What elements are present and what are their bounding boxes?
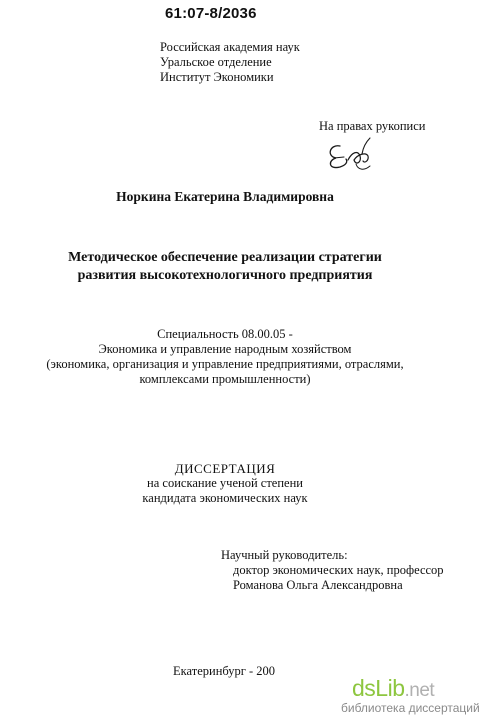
author-name: Норкина Екатерина Владимировна (116, 189, 334, 204)
institution-line: Уральское отделение (160, 55, 272, 69)
degree-line: на соискание ученой степени (147, 476, 303, 490)
advisor-label: Научный руководитель: (221, 548, 348, 562)
institution-line: Российская академия наук (160, 40, 300, 54)
title-line: Методическое обеспечение реализации стратегии (68, 250, 382, 265)
watermark-brand-net: .net (404, 680, 435, 701)
watermark-brand-lib: Lib (375, 675, 405, 701)
advisor-degree: доктор экономических наук, профессор (233, 563, 444, 577)
scientific-advisor-block (221, 548, 444, 593)
specialty-block (0, 327, 450, 387)
institution-block (160, 40, 300, 85)
specialty-line: (экономика, организация и управление предприятиями, отраслями, (46, 357, 404, 371)
title-line: развития высокотехнологичного предприятия (77, 268, 373, 283)
institution-line: Институт Экономики (160, 70, 274, 84)
manuscript-rights-note: На правах рукописи (319, 119, 426, 133)
specialty-line: Специальность 08.00.05 - (157, 327, 293, 341)
city-year: Екатеринбург - 200 (173, 664, 276, 678)
dissertation-title (0, 249, 450, 285)
specialty-line: Экономика и управление народным хозяйством (98, 342, 352, 356)
dissertation-heading: ДИССЕРТАЦИЯ (174, 461, 276, 476)
specialty-line: комплексами промышленности) (139, 372, 311, 386)
watermark-tagline: библиотека диссертаций (341, 701, 480, 715)
watermark-brand-ds: ds (352, 675, 376, 701)
archive-stamp-number: 61:07-8/2036 (165, 5, 257, 22)
advisor-name: Романова Ольга Александровна (233, 578, 403, 592)
degree-line: кандидата экономических наук (142, 491, 308, 505)
dissertation-degree-block (0, 461, 450, 506)
dslib-watermark-logo[interactable] (352, 675, 434, 704)
handwritten-signature (322, 134, 382, 174)
